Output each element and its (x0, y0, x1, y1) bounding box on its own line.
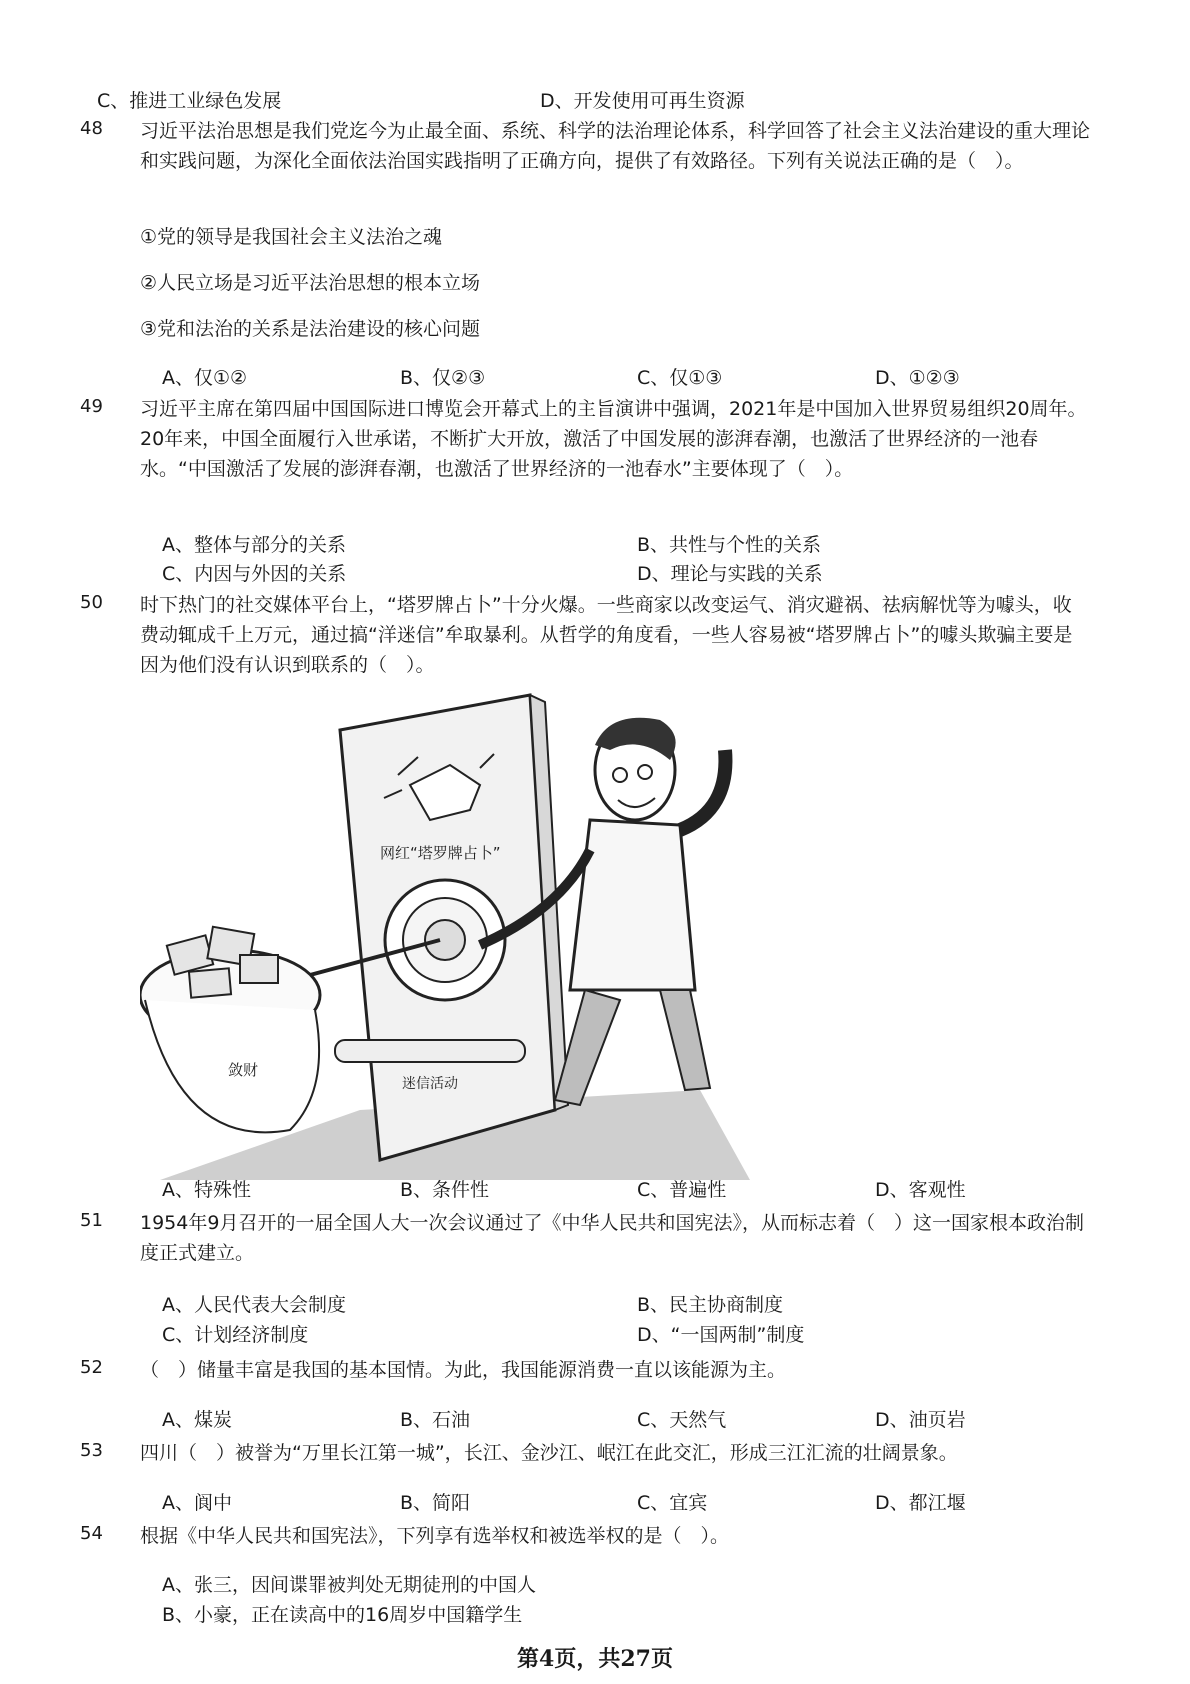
option-b: B、石油 (400, 1409, 471, 1431)
option-a: A、特殊性 (162, 1179, 251, 1201)
question-number: 52 (80, 1357, 103, 1378)
question-stem: 时下热门的社交媒体平台上，“塔罗牌占卜”十分火爆。一些商家以改变运气、消灾避祸、祛病解忧等为噱头，收费动辄成千上万元，通过搞“洋迷信”牟取暴利。从哲学的角度看，一些人容易被“塔罗牌占卜”的噱头欺骗主要是因为他们没有认识到联系的（ ）。 (140, 594, 1073, 676)
question-number: 51 (80, 1210, 103, 1231)
option-d: D、都江堰 (875, 1492, 966, 1514)
question-number: 49 (80, 396, 103, 417)
prev-option-c: C、推进工业绿色发展 (97, 90, 282, 112)
question-number: 48 (80, 118, 103, 139)
page-footer: 第4页，共27页 (517, 1646, 673, 1672)
statement-1: ①党的领导是我国社会主义法治之魂 (140, 226, 443, 248)
net-label: 敛财 (228, 1061, 259, 1079)
option-c: C、宜宾 (637, 1492, 708, 1514)
option-d: D、①②③ (875, 367, 960, 389)
option-a: A、阆中 (162, 1492, 232, 1514)
question-stem: 1954年9月召开的一届全国人大一次会议通过了《中华人民共和国宪法》，从而标志着（ ）这一国家根本政治制度正式建立。 (140, 1212, 1084, 1264)
option-a: A、煤炭 (162, 1409, 232, 1431)
option-b: B、小豪，正在读高中的16周岁中国籍学生 (162, 1604, 523, 1626)
option-b: B、仅②③ (400, 367, 486, 389)
question-stem: 四川（ ）被誉为“万里长江第一城”，长江、金沙江、岷江在此交汇，形成三江汇流的壮阔景象。 (140, 1442, 958, 1464)
option-c: C、普遍性 (637, 1179, 727, 1201)
question-number: 50 (80, 592, 103, 613)
statement-3: ③党和法治的关系是法治建设的核心问题 (140, 318, 481, 340)
board-label: 网红“塔罗牌占卜” (380, 844, 501, 862)
option-d: D、理论与实践的关系 (637, 563, 823, 585)
option-a: A、人民代表大会制度 (162, 1294, 346, 1316)
option-a: A、张三，因间谍罪被判处无期徒刑的中国人 (162, 1574, 536, 1596)
option-b: B、条件性 (400, 1179, 490, 1201)
option-c: C、计划经济制度 (162, 1324, 309, 1346)
option-d: D、“一国两制”制度 (637, 1324, 805, 1346)
option-c: C、内因与外因的关系 (162, 563, 347, 585)
question-number: 54 (80, 1523, 103, 1544)
option-a: A、仅①② (162, 367, 248, 389)
option-c: C、仅①③ (637, 367, 723, 389)
cartoon-illustration (140, 690, 770, 1190)
option-d: D、客观性 (875, 1179, 966, 1201)
option-b: B、简阳 (400, 1492, 471, 1514)
question-stem: （ ）储量丰富是我国的基本国情。为此，我国能源消费一直以该能源为主。 (140, 1359, 787, 1381)
question-stem: 根据《中华人民共和国宪法》，下列享有选举权和被选举权的是（ ）。 (140, 1525, 730, 1547)
prev-option-d: D、开发使用可再生资源 (540, 90, 745, 112)
option-a: A、整体与部分的关系 (162, 534, 346, 556)
question-stem: 习近平法治思想是我们党迄今为止最全面、系统、科学的法治理论体系，科学回答了社会主义法治建设的重大理论和实践问题，为深化全面依法治国实践指明了正确方向，提供了有效路径。下列有关说法正确的是（ ）。 (140, 120, 1091, 172)
option-b: B、民主协商制度 (637, 1294, 784, 1316)
option-c: C、天然气 (637, 1409, 727, 1431)
option-b: B、共性与个性的关系 (637, 534, 822, 556)
option-d: D、油页岩 (875, 1409, 966, 1431)
scroll-label: 迷信活动 (402, 1076, 458, 1092)
question-stem: 习近平主席在第四届中国国际进口博览会开幕式上的主旨演讲中强调，2021年是中国加入世界贸易组织20周年。20年来，中国全面履行入世承诺，不断扩大开放，激活了中国发展的澎湃春潮，也激活了世界经济的一池春水。“中国激活了发展的澎湃春潮，也激活了世界经济的一池春水”主要体现了（ ）。 (140, 398, 1087, 480)
statement-2: ②人民立场是习近平法治思想的根本立场 (140, 272, 481, 294)
question-number: 53 (80, 1440, 103, 1461)
